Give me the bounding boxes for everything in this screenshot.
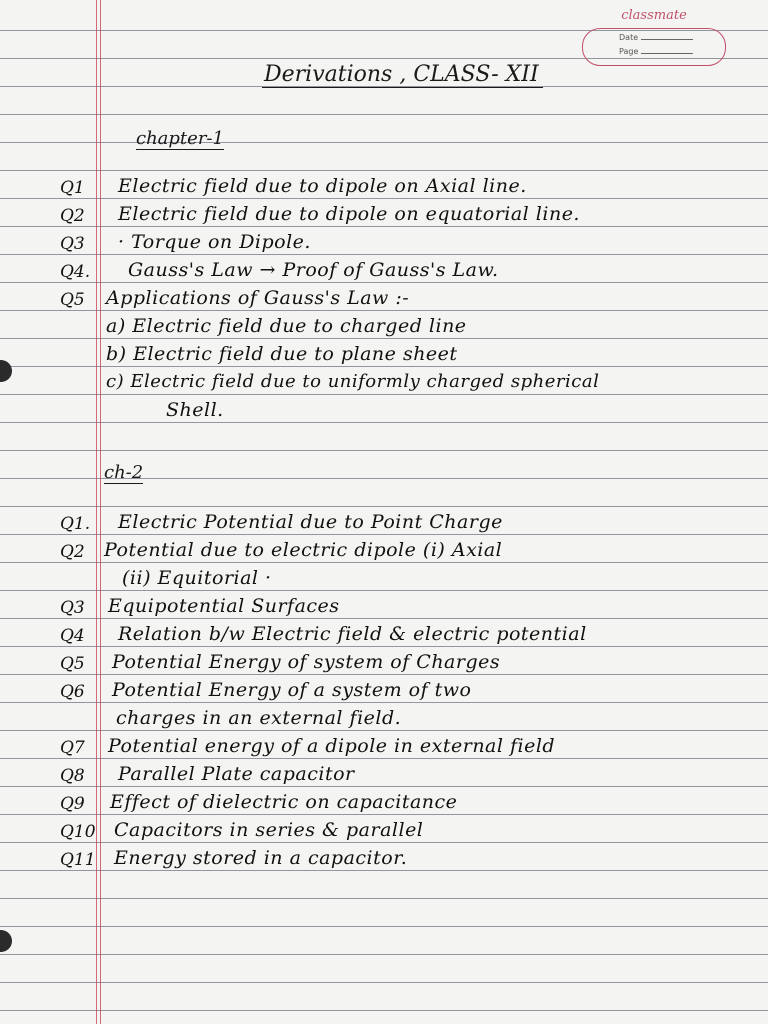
question-text: Gauss's Law → Proof of Gauss's Law.	[128, 259, 499, 281]
classmate-logo	[578, 8, 730, 64]
question-number: Q10	[60, 822, 96, 842]
question-number: Q4	[60, 626, 85, 646]
sub-item: charges in an external field.	[116, 707, 402, 729]
question-text: Effect of dielectric on capacitance	[110, 791, 458, 813]
date-label: Date	[619, 33, 639, 42]
question-text: Potential energy of a dipole in external field	[108, 735, 556, 757]
question-number: Q5	[60, 654, 85, 674]
question-number: Q9	[60, 794, 85, 814]
punch-hole	[0, 360, 12, 382]
question-text: Potential due to electric dipole (i) Axial	[104, 539, 503, 561]
question-text: Potential Energy of a system of two	[112, 679, 472, 701]
logo-brand: classmate	[621, 8, 687, 23]
question-number: Q2	[60, 542, 85, 562]
question-number: Q11	[60, 850, 96, 870]
logo-box	[582, 28, 726, 66]
question-number: Q6	[60, 682, 85, 702]
question-text: Applications of Gauss's Law :-	[106, 287, 410, 309]
margin-line	[100, 0, 101, 1024]
sub-item: (ii) Equitorial ·	[122, 567, 272, 589]
sub-item: c) Electric field due to uniformly charged spherical	[106, 371, 600, 392]
question-number: Q4.	[60, 262, 91, 282]
question-number: Q5	[60, 290, 85, 310]
punch-hole	[0, 930, 12, 952]
chapter-1-heading: chapter-1	[136, 128, 224, 149]
date-field	[619, 33, 693, 42]
question-number: Q8	[60, 766, 85, 786]
question-number: Q7	[60, 738, 85, 758]
question-text: Electric field due to dipole on Axial line.	[118, 175, 527, 197]
page-label: Page	[619, 47, 639, 56]
sub-item: b) Electric field due to plane sheet	[106, 343, 458, 365]
page-field	[619, 47, 693, 56]
sub-item: a) Electric field due to charged line	[106, 315, 467, 337]
question-text: Energy stored in a capacitor.	[114, 847, 408, 869]
question-text: Equipotential Surfaces	[108, 595, 340, 617]
page-title: Derivations , CLASS- XII	[262, 62, 543, 88]
question-text: Electric Potential due to Point Charge	[118, 511, 503, 533]
question-text: Parallel Plate capacitor	[118, 763, 355, 785]
question-number: Q3	[60, 234, 85, 254]
question-number: Q2	[60, 206, 85, 226]
question-number: Q1.	[60, 514, 91, 534]
chapter-2-heading: ch-2	[104, 462, 144, 483]
question-text: Relation b/w Electric field & electric potential	[118, 623, 587, 645]
question-text: · Torque on Dipole.	[118, 231, 311, 253]
question-number: Q1	[60, 178, 85, 198]
margin-line	[96, 0, 97, 1024]
question-number: Q3	[60, 598, 85, 618]
question-text: Electric field due to dipole on equatorial line.	[118, 203, 580, 225]
question-text: Capacitors in series & parallel	[114, 819, 424, 841]
sub-item: Shell.	[166, 399, 224, 421]
question-text: Potential Energy of system of Charges	[112, 651, 501, 673]
